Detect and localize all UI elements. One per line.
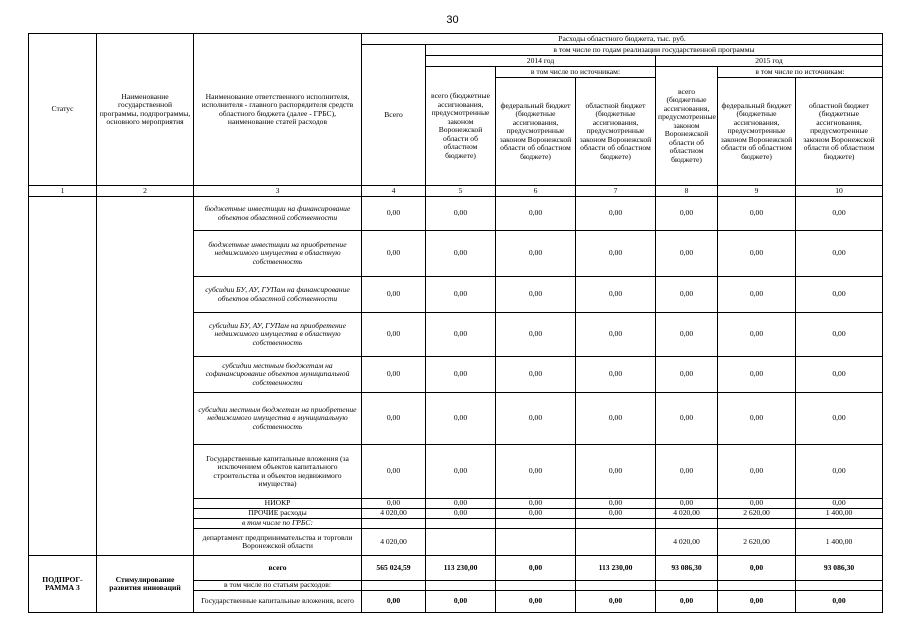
header-by-sources-2015: в том числе по источникам: — [718, 67, 883, 78]
row-label: бюджетные инвестиции на финансирование объектов областной собственности — [194, 197, 362, 231]
value-total: 0,00 — [362, 393, 426, 445]
value-total: 565 024,59 — [362, 556, 426, 581]
value-2014-regional — [576, 529, 656, 556]
value-2014-regional: 0,00 — [576, 313, 656, 357]
value-2014-all — [426, 529, 496, 556]
value-2015-federal: 0,00 — [718, 313, 796, 357]
value-2015-federal: 0,00 — [718, 499, 796, 509]
value-2015-federal: 0,00 — [718, 591, 796, 613]
row-label: субсидии местным бюджетам на софинансирование объектов муниципальной собственности — [194, 357, 362, 393]
header-budget-expenses: Расходы областного бюджета, тыс. руб. — [362, 34, 883, 45]
value-2015-regional: 1 400,00 — [796, 509, 883, 519]
value-2014-federal: 0,00 — [496, 357, 576, 393]
value-total: 0,00 — [362, 197, 426, 231]
value-total: 4 020,00 — [362, 509, 426, 519]
col-number: 2 — [97, 186, 194, 197]
value-2015-regional: 0,00 — [796, 357, 883, 393]
header-col-federal-2014: федеральный бюджет (бюджетные ассигнования, предусмотренные законом Воронежской области об областном бюджете) — [496, 78, 576, 186]
header-col-all-2015: всего (бюджетные ассигнования, предусмотренные законом Воронежской области об областном бюджете) — [656, 67, 718, 186]
value-2015-regional: 0,00 — [796, 231, 883, 277]
subprogram-total-row — [29, 556, 883, 581]
value-2015-all: 0,00 — [656, 197, 718, 231]
value-total: 0,00 — [362, 277, 426, 313]
value-total: 0,00 — [362, 357, 426, 393]
value-2014-all: 0,00 — [426, 277, 496, 313]
row-label: субсидии местным бюджетам на приобретение недвижимого имущества в муниципальную собственность — [194, 393, 362, 445]
value-2014-regional: 0,00 — [576, 393, 656, 445]
value-2014-all: 0,00 — [426, 591, 496, 613]
col-number: 10 — [796, 186, 883, 197]
status-cell-empty — [29, 197, 97, 556]
row-label: НИОКР — [194, 499, 362, 509]
value-total: 0,00 — [362, 499, 426, 509]
subprogram-name: Стимулирование развития инноваций — [97, 556, 194, 613]
value-2014-all: 0,00 — [426, 499, 496, 509]
program-cell-empty — [97, 197, 194, 556]
value-2015-all: 93 086,30 — [656, 556, 718, 581]
value-2015-regional: 0,00 — [796, 445, 883, 499]
value-2015-federal: 0,00 — [718, 556, 796, 581]
col-number: 6 — [496, 186, 576, 197]
row-label: ПРОЧИЕ расходы — [194, 509, 362, 519]
value-2014-regional: 0,00 — [576, 591, 656, 613]
page-number: 30 — [446, 14, 459, 26]
value-2015-federal: 0,00 — [718, 231, 796, 277]
budget-table — [28, 33, 883, 613]
value-2015-regional: 0,00 — [796, 313, 883, 357]
value-total: 0,00 — [362, 231, 426, 277]
col-number: 8 — [656, 186, 718, 197]
value-2015-federal: 0,00 — [718, 277, 796, 313]
value-2014-all: 0,00 — [426, 197, 496, 231]
col-number: 4 — [362, 186, 426, 197]
row-label: в том числе по ГРБС: — [194, 519, 362, 529]
value-total: 0,00 — [362, 445, 426, 499]
value-2014-regional: 0,00 — [576, 445, 656, 499]
row-label: бюджетные инвестиции на приобретение недвижимого имущества в областную собственность — [194, 231, 362, 277]
row-label: департамент предпринимательства и торговли Воронежской области — [194, 529, 362, 556]
value-2015-all: 0,00 — [656, 231, 718, 277]
header-executor: Наименование ответственного исполнителя, исполнителя - главного распорядителя средств областного бюджета (далее - ГРБС), наименование статей расходов — [194, 34, 362, 186]
value-2015-all: 0,00 — [656, 313, 718, 357]
subprogram-capital-label: Государственные капитальные вложения, всего — [194, 591, 362, 613]
value-2014-regional: 0,00 — [576, 197, 656, 231]
value-total: 4 020,00 — [362, 529, 426, 556]
value-2015-federal: 0,00 — [718, 393, 796, 445]
table-row — [29, 197, 883, 231]
value-2015-all: 0,00 — [656, 393, 718, 445]
value-2015-all: 0,00 — [656, 277, 718, 313]
value-2014-all: 0,00 — [426, 357, 496, 393]
value-2014-regional: 113 230,00 — [576, 556, 656, 581]
value-2014-federal: 0,00 — [496, 277, 576, 313]
value-2015-regional: 0,00 — [796, 197, 883, 231]
value-2015-all: 0,00 — [656, 357, 718, 393]
value-2015-all: 4 020,00 — [656, 509, 718, 519]
header-by-sources-2014: в том числе по источникам: — [496, 67, 656, 78]
row-label: Государственные капитальные вложения (за исключением объектов капитального строительства и объектов недвижимого имущества) — [194, 445, 362, 499]
value-2014-federal — [496, 529, 576, 556]
value-2015-regional: 0,00 — [796, 499, 883, 509]
value-2015-regional: 1 400,00 — [796, 529, 883, 556]
header-total: Всего — [362, 45, 426, 186]
value-2014-federal: 0,00 — [496, 313, 576, 357]
value-total: 0,00 — [362, 313, 426, 357]
header-col-all-2014: всего (бюджетные ассигнования, предусмотренные законом Воронежской области об областном бюджете) — [426, 67, 496, 186]
value-2014-regional: 0,00 — [576, 277, 656, 313]
value-2014-federal: 0,00 — [496, 499, 576, 509]
value-2015-federal: 0,00 — [718, 197, 796, 231]
row-label: субсидии БУ, АУ, ГУПам на финансирование объектов областной собственности — [194, 277, 362, 313]
value-2015-regional: 0,00 — [796, 277, 883, 313]
value-2015-all: 4 020,00 — [656, 529, 718, 556]
value-2014-regional: 0,00 — [576, 357, 656, 393]
value-2014-all: 113 230,00 — [426, 556, 496, 581]
value-total: 0,00 — [362, 591, 426, 613]
value-2015-regional: 93 086,30 — [796, 556, 883, 581]
value-2014-federal: 0,00 — [496, 556, 576, 581]
value-2015-regional: 0,00 — [796, 393, 883, 445]
col-number: 7 — [576, 186, 656, 197]
subprogram-total-label: всего — [194, 556, 362, 581]
value-2015-all: 0,00 — [656, 445, 718, 499]
header-col-regional-2014: областной бюджет (бюджетные ассигнования, предусмотренные законом Воронежской области об областном бюджете) — [576, 78, 656, 186]
value-2015-federal: 2 620,00 — [718, 509, 796, 519]
col-number: 1 — [29, 186, 97, 197]
subprogram-status: ПОДПРОГ-РАММА 3 — [29, 556, 97, 613]
col-number: 9 — [718, 186, 796, 197]
value-2015-regional: 0,00 — [796, 591, 883, 613]
header-program-name: Наименование государственной программы, подпрограммы, основного мероприятия — [97, 34, 194, 186]
value-2015-all: 0,00 — [656, 499, 718, 509]
row-label: субсидии БУ, АУ, ГУПам на приобретение недвижимого имущества в областную собственность — [194, 313, 362, 357]
value-2014-federal: 0,00 — [496, 445, 576, 499]
header-status: Статус — [29, 34, 97, 186]
value-2014-all: 0,00 — [426, 509, 496, 519]
value-2014-all: 0,00 — [426, 445, 496, 499]
col-number: 5 — [426, 186, 496, 197]
value-2014-federal: 0,00 — [496, 509, 576, 519]
header-year-2015: 2015 год — [656, 56, 883, 67]
value-2015-federal: 0,00 — [718, 445, 796, 499]
value-2014-all: 0,00 — [426, 313, 496, 357]
value-2015-all: 0,00 — [656, 591, 718, 613]
value-2015-federal: 0,00 — [718, 357, 796, 393]
header-year-2014: 2014 год — [426, 56, 656, 67]
value-2014-federal: 0,00 — [496, 197, 576, 231]
value-2014-federal: 0,00 — [496, 591, 576, 613]
value-2014-regional: 0,00 — [576, 499, 656, 509]
value-2015-federal: 2 620,00 — [718, 529, 796, 556]
value-2014-regional: 0,00 — [576, 509, 656, 519]
value-2014-federal: 0,00 — [496, 393, 576, 445]
col-number: 3 — [194, 186, 362, 197]
header-col-regional-2015: областной бюджет (бюджетные ассигнования, предусмотренные законом Воронежской области об областном бюджете) — [796, 78, 883, 186]
header-by-years: в том числе по годам реализации государственной программы — [426, 45, 883, 56]
value-2014-regional: 0,00 — [576, 231, 656, 277]
value-2014-all: 0,00 — [426, 231, 496, 277]
value-2014-all: 0,00 — [426, 393, 496, 445]
header-col-federal-2015: федеральный бюджет (бюджетные ассигнования, предусмотренные законом Воронежской области об областном бюджете) — [718, 78, 796, 186]
subprogram-by-articles: в том числе по статьям расходов: — [194, 581, 362, 591]
value-2014-federal: 0,00 — [496, 231, 576, 277]
